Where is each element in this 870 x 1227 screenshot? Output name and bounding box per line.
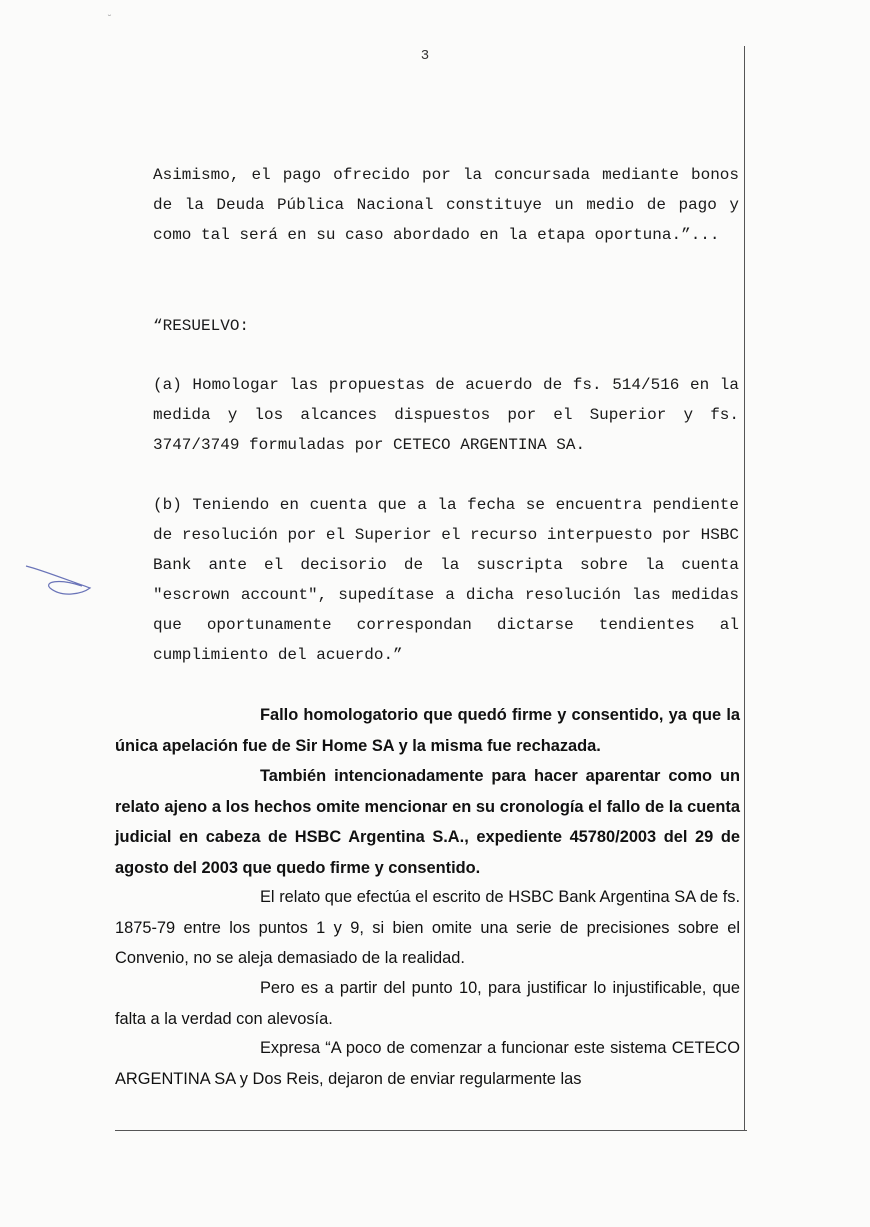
quoted-paragraph-a xyxy=(153,370,739,460)
footer-line xyxy=(115,1130,747,1131)
quoted-paragraph-1 xyxy=(153,160,739,250)
body-text-3: Expresa “A poco de comenzar a funcionar este sistema CETECO ARGENTINA SA y Dos Reis, dejaron de enviar regularmente las xyxy=(115,1039,740,1088)
bold-text-1: Fallo homologatorio que quedó firme y consentido, ya que la única apelación fue de Sir Home SA y la misma fue rechazada. xyxy=(115,706,740,755)
margin-line-vertical xyxy=(744,46,745,1131)
body-text-2: Pero es a partir del punto 10, para justificar lo injustificable, que falta a la verdad con alevosía. xyxy=(115,979,740,1028)
bold-text-2: También intencionadamente para hacer aparentar como un relato ajeno a los hechos omite mencionar en su cronología el fallo de la cuenta judicial en cabeza de HSBC Argentina S.A., expediente 45780/2003 del 29 de agosto del 2003 que quedo firme y consentido. xyxy=(115,767,740,877)
bold-statement-2 xyxy=(115,761,740,883)
body-paragraph-3 xyxy=(115,1033,740,1094)
quoted-paragraph-b xyxy=(153,490,739,670)
ink-scribble xyxy=(22,558,94,602)
quote-text-4: (b) Teniendo en cuenta que a la fecha se encuentra pendiente de resolución por el Superior el recurso interpuesto por HSBC Bank ante el decisorio de la suscripta sobre la cuenta "escrown account", supedítase a dicha resolución las medidas que oportunamente correspondan dictarse tendientes al cumplimiento del acuerdo.” xyxy=(153,496,739,664)
quote-text-2: “RESUELVO: xyxy=(153,317,250,335)
scan-speck: ˘ xyxy=(108,14,112,25)
page-number: 3 xyxy=(420,48,430,64)
quote-text-3: (a) Homologar las propuestas de acuerdo de fs. 514/516 en la medida y los alcances dispuestos por el Superior y fs. 3747/3749 formuladas por CETECO ARGENTINA SA. xyxy=(153,376,739,454)
bold-statement-1 xyxy=(115,700,740,761)
body-paragraph-1 xyxy=(115,882,740,974)
quote-text-1: Asimismo, el pago ofrecido por la concursada mediante bonos de la Deuda Pública Nacional constituye un medio de pago y como tal será en su caso abordado en la etapa oportuna.”... xyxy=(153,166,739,244)
quoted-heading-resuelvo xyxy=(153,311,739,341)
body-paragraph-2 xyxy=(115,973,740,1034)
body-text-1: El relato que efectúa el escrito de HSBC Bank Argentina SA de fs. 1875-79 entre los puntos 1 y 9, si bien omite una serie de precisiones sobre el Convenio, no se aleja demasiado de la realidad. xyxy=(115,888,740,967)
